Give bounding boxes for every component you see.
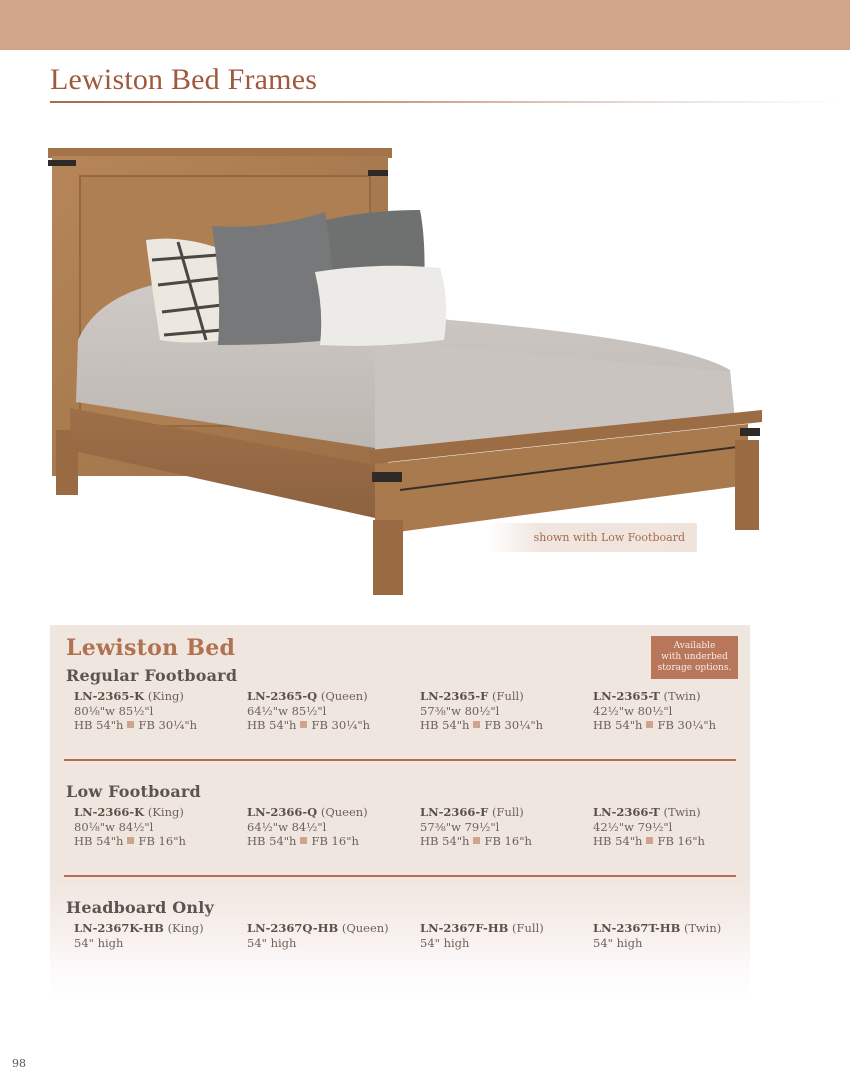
dimensions: 42½"w 80½"l [593, 703, 673, 718]
dimensions: 42½"w 79½"l [593, 819, 673, 834]
separator-square-icon [300, 837, 307, 844]
footboard-height: FB 16"h [138, 834, 186, 848]
size-label: (Twin) [663, 689, 701, 703]
size-label: (Full) [491, 689, 524, 703]
headboard-height: HB 54"h [74, 718, 124, 732]
sku: LN-2367Q-HB [247, 921, 339, 935]
dimensions: 54" high [420, 935, 470, 950]
footboard-height: FB 30¼"h [138, 718, 198, 732]
size-label: (Queen) [320, 805, 368, 819]
size-label: (Queen) [341, 921, 389, 935]
dimensions: 80⅛"w 85½"l [74, 703, 154, 718]
headboard-height: HB 54"h [74, 834, 124, 848]
footboard-height: FB 16"h [657, 834, 705, 848]
badge-line: Available [673, 641, 716, 651]
section-divider [64, 875, 736, 877]
section-title: Headboard Only [66, 898, 215, 917]
sku: LN-2365-F [420, 689, 489, 703]
badge-line: with underbed [661, 652, 728, 662]
dimensions: 54" high [74, 935, 124, 950]
dimensions: 54" high [593, 935, 643, 950]
headboard-height: HB 54"h [420, 834, 470, 848]
separator-square-icon [300, 721, 307, 728]
sku: LN-2367T-HB [593, 921, 681, 935]
section-divider [64, 759, 736, 761]
separator-square-icon [646, 837, 653, 844]
sku: LN-2365-T [593, 689, 660, 703]
headboard-height: HB 54"h [247, 718, 297, 732]
dimensions: 64½"w 84½"l [247, 819, 327, 834]
spec-item-king [74, 689, 247, 733]
title-underline [50, 101, 840, 103]
separator-square-icon [127, 837, 134, 844]
product-name: Lewiston Bed [66, 635, 236, 661]
dimensions: 64½"w 85½"l [247, 703, 327, 718]
section-title: Low Footboard [66, 782, 201, 801]
sku: LN-2366-F [420, 805, 489, 819]
footboard-height: FB 30¼"h [657, 718, 717, 732]
size-label: (Full) [512, 921, 544, 935]
badge-line: storage options. [657, 663, 732, 673]
spec-item-queen [247, 689, 420, 733]
dimensions: 80⅛"w 84½"l [74, 819, 154, 834]
sku: LN-2365-K [74, 689, 145, 703]
page-number: 98 [12, 1057, 26, 1070]
sku: LN-2367K-HB [74, 921, 164, 935]
section-headboard-only [66, 898, 736, 950]
size-label: (King) [147, 805, 184, 819]
section-title: Regular Footboard [66, 666, 238, 685]
size-label: (Twin) [663, 805, 701, 819]
spec-item-twin [593, 921, 766, 950]
dimensions: 57⅜"w 80½"l [420, 703, 500, 718]
spec-item-full [420, 921, 593, 950]
size-label: (Twin) [684, 921, 722, 935]
separator-square-icon [127, 721, 134, 728]
footboard-height: FB 16"h [311, 834, 359, 848]
sku: LN-2366-Q [247, 805, 318, 819]
header-band [0, 0, 850, 50]
headboard-height: HB 54"h [247, 834, 297, 848]
sku: LN-2366-T [593, 805, 660, 819]
spec-item-twin [593, 689, 766, 733]
separator-square-icon [646, 721, 653, 728]
spec-item-full [420, 805, 593, 849]
dimensions: 57⅜"w 79½"l [420, 819, 500, 834]
photo-caption: shown with Low Footboard [487, 523, 697, 552]
section-regular-footboard [66, 666, 736, 733]
sku: LN-2366-K [74, 805, 145, 819]
headboard-height: HB 54"h [593, 834, 643, 848]
spec-item-queen [247, 921, 420, 950]
size-label: (Full) [491, 805, 524, 819]
section-low-footboard [66, 782, 736, 849]
footboard-height: FB 16"h [484, 834, 532, 848]
headboard-height: HB 54"h [420, 718, 470, 732]
spec-item-king [74, 921, 247, 950]
separator-square-icon [473, 721, 480, 728]
separator-square-icon [473, 837, 480, 844]
footboard-height: FB 30¼"h [311, 718, 371, 732]
spec-item-twin [593, 805, 766, 849]
spec-item-full [420, 689, 593, 733]
size-label: (Queen) [320, 689, 368, 703]
footboard-height: FB 30¼"h [484, 718, 544, 732]
specs-panel [50, 625, 750, 1000]
sku: LN-2365-Q [247, 689, 318, 703]
headboard-height: HB 54"h [593, 718, 643, 732]
page-title: Lewiston Bed Frames [50, 63, 318, 96]
dimensions: 54" high [247, 935, 297, 950]
size-label: (King) [147, 689, 184, 703]
spec-item-king [74, 805, 247, 849]
size-label: (King) [167, 921, 204, 935]
spec-item-queen [247, 805, 420, 849]
sku: LN-2367F-HB [420, 921, 509, 935]
